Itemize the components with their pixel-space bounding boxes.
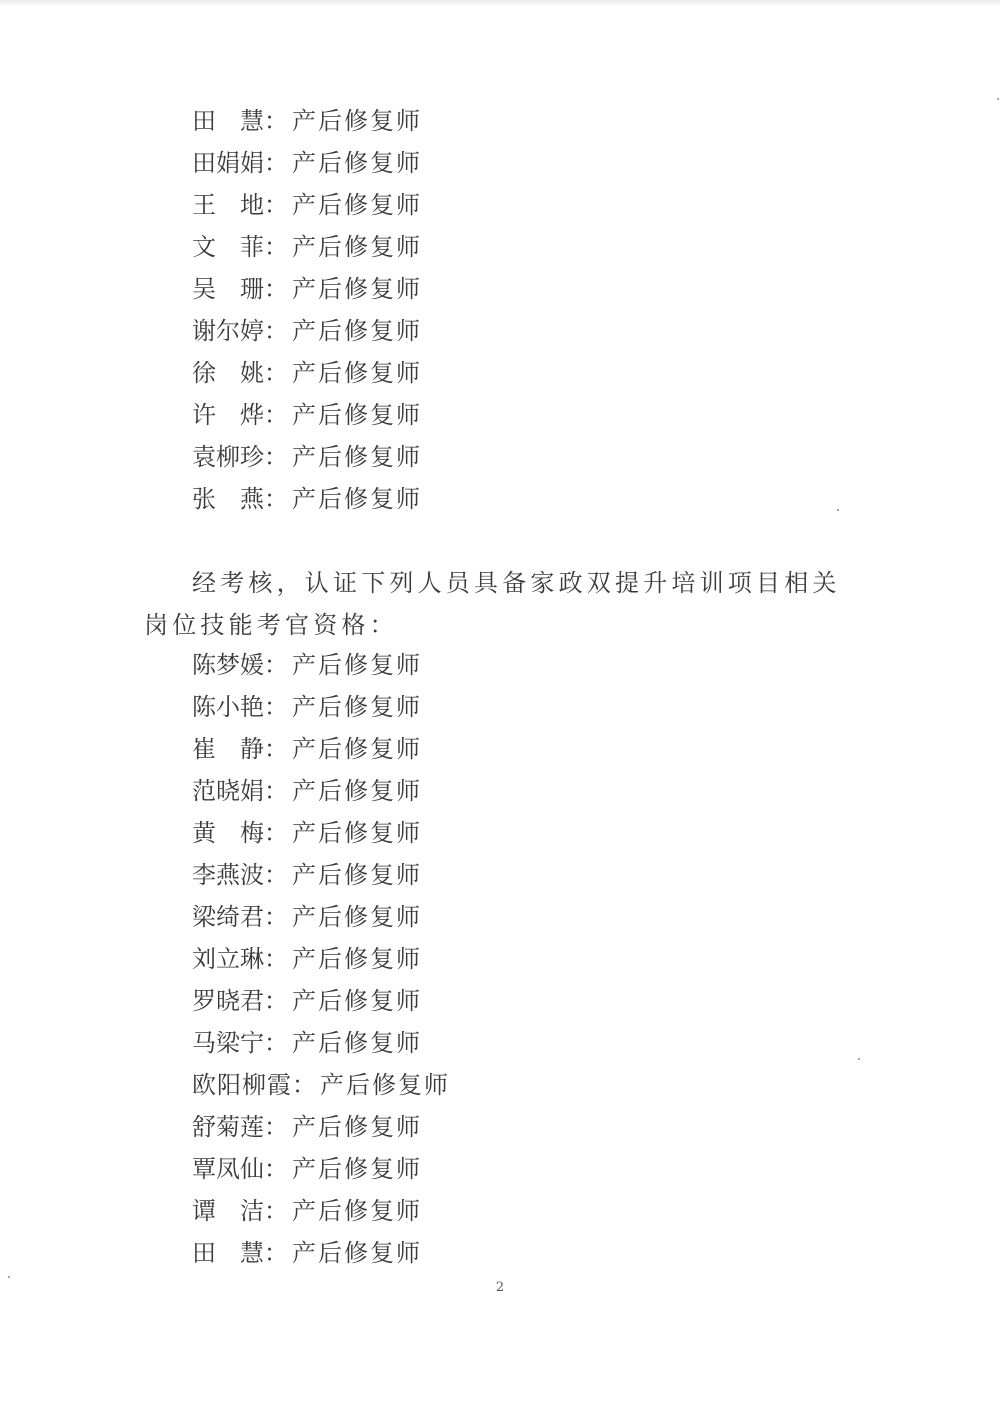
- name-character: 张: [192, 485, 216, 513]
- list-item: [192, 1232, 450, 1274]
- name-character: 黄: [192, 819, 216, 847]
- name-character: 婷: [240, 317, 264, 345]
- job-role: 产后修复师: [292, 861, 422, 889]
- name-separator: ：: [264, 987, 288, 1015]
- person-name: [192, 1148, 264, 1190]
- list-item: [192, 268, 422, 310]
- list-item: [192, 394, 422, 436]
- job-role: 产后修复师: [292, 987, 422, 1015]
- person-name: [192, 436, 264, 478]
- name-character: 王: [192, 191, 216, 219]
- job-role: 产后修复师: [292, 233, 422, 261]
- name-character: 晓: [216, 777, 240, 805]
- person-name: [192, 812, 264, 854]
- name-character: 波: [240, 861, 264, 889]
- scan-speck: [837, 509, 839, 511]
- person-name: [192, 268, 264, 310]
- name-separator: ：: [264, 485, 288, 513]
- person-name: [192, 896, 264, 938]
- name-separator: ：: [264, 903, 288, 931]
- scan-speck: [8, 1276, 10, 1278]
- name-character: 烨: [240, 401, 264, 429]
- list-item: [192, 436, 422, 478]
- name-character: 莲: [240, 1113, 264, 1141]
- name-character: 覃: [192, 1155, 216, 1183]
- person-name: [192, 226, 264, 268]
- list-item: [192, 938, 450, 980]
- name-separator: ：: [264, 1239, 288, 1267]
- list-item: [192, 142, 422, 184]
- name-character: 吴: [192, 275, 216, 303]
- name-character: 姚: [240, 359, 264, 387]
- name-character: 袁: [192, 443, 216, 471]
- name-character: 谢: [192, 317, 216, 345]
- person-name: [192, 686, 264, 728]
- name-character: 晓: [216, 987, 240, 1015]
- person-name: [192, 1190, 264, 1232]
- name-separator: ：: [264, 317, 288, 345]
- job-role: 产后修复师: [292, 443, 422, 471]
- job-role: 产后修复师: [292, 149, 422, 177]
- name-character: 小: [216, 693, 240, 721]
- name-character: 田: [192, 1239, 216, 1267]
- scan-speck: [858, 1058, 860, 1060]
- name-separator: ：: [264, 693, 288, 721]
- name-character: 梦: [216, 651, 240, 679]
- name-character: 陈: [192, 693, 216, 721]
- list-item: [192, 226, 422, 268]
- name-character: 梁: [192, 903, 216, 931]
- name-character: 梅: [240, 819, 264, 847]
- job-role: 产后修复师: [292, 107, 422, 135]
- name-character: 慧: [240, 1239, 264, 1267]
- name-character: 陈: [192, 651, 216, 679]
- examiner-list-certified: [192, 644, 450, 1274]
- person-name: [192, 100, 264, 142]
- person-name: [192, 770, 264, 812]
- person-name: [192, 310, 264, 352]
- person-name: [192, 938, 264, 980]
- list-item: [192, 184, 422, 226]
- job-role: 产后修复师: [292, 777, 422, 805]
- job-role: 产后修复师: [292, 317, 422, 345]
- list-item: [192, 1148, 450, 1190]
- name-character: 地: [240, 191, 264, 219]
- name-separator: ：: [264, 1155, 288, 1183]
- name-separator: ：: [264, 191, 288, 219]
- job-role: 产后修复师: [292, 1113, 422, 1141]
- job-role: 产后修复师: [292, 191, 422, 219]
- list-item: [192, 854, 450, 896]
- name-separator: ：: [264, 819, 288, 847]
- name-character: 宁: [240, 1029, 264, 1057]
- name-character: 舒: [192, 1113, 216, 1141]
- list-item: [192, 100, 422, 142]
- job-role: 产后修复师: [292, 819, 422, 847]
- person-name: [192, 854, 264, 896]
- scan-edge-shadow: [0, 0, 1000, 6]
- page-number: 2: [495, 1280, 505, 1295]
- name-character: 谭: [192, 1197, 216, 1225]
- person-name: [192, 142, 264, 184]
- name-character: 刘: [192, 945, 216, 973]
- name-character: 范: [192, 777, 216, 805]
- job-role: 产后修复师: [292, 1197, 422, 1225]
- name-character: 欧阳柳霞: [192, 1071, 292, 1099]
- name-character: 崔: [192, 735, 216, 763]
- name-character: 燕: [216, 861, 240, 889]
- person-name: [192, 1064, 292, 1106]
- job-role: 产后修复师: [292, 401, 422, 429]
- job-role: 产后修复师: [292, 485, 422, 513]
- name-separator: ：: [264, 651, 288, 679]
- list-item: [192, 1190, 450, 1232]
- name-separator: ：: [264, 1197, 288, 1225]
- name-separator: ：: [264, 777, 288, 805]
- person-name: [192, 728, 264, 770]
- list-item: [192, 478, 422, 520]
- job-role: 产后修复师: [292, 945, 422, 973]
- name-character: 洁: [240, 1197, 264, 1225]
- name-character: 慧: [240, 107, 264, 135]
- name-character: 珊: [240, 275, 264, 303]
- list-item: [192, 1064, 450, 1106]
- name-character: 罗: [192, 987, 216, 1015]
- name-character: 田: [192, 149, 216, 177]
- name-separator: ：: [264, 1029, 288, 1057]
- name-character: 徐: [192, 359, 216, 387]
- name-separator: ：: [264, 735, 288, 763]
- list-item: [192, 896, 450, 938]
- name-character: 凤: [216, 1155, 240, 1183]
- list-item: [192, 310, 422, 352]
- name-character: 绮: [216, 903, 240, 931]
- name-character: 菊: [216, 1113, 240, 1141]
- name-character: 君: [240, 903, 264, 931]
- name-separator: ：: [264, 945, 288, 973]
- list-item: [192, 644, 450, 686]
- list-item: [192, 352, 422, 394]
- person-name: [192, 644, 264, 686]
- job-role: 产后修复师: [292, 693, 422, 721]
- name-character: 立: [216, 945, 240, 973]
- name-character: 马: [192, 1029, 216, 1057]
- name-separator: ：: [264, 359, 288, 387]
- list-item: [192, 728, 450, 770]
- list-item: [192, 1022, 450, 1064]
- name-character: 娟: [240, 149, 264, 177]
- name-character: 李: [192, 861, 216, 889]
- list-item: [192, 770, 450, 812]
- name-character: 君: [240, 987, 264, 1015]
- job-role: 产后修复师: [292, 735, 422, 763]
- list-item: [192, 980, 450, 1022]
- name-character: 柳: [216, 443, 240, 471]
- person-name: [192, 1106, 264, 1148]
- job-role: 产后修复师: [292, 1239, 422, 1267]
- person-name: [192, 980, 264, 1022]
- job-role: 产后修复师: [292, 903, 422, 931]
- job-role: 产后修复师: [292, 1029, 422, 1057]
- name-separator: ：: [292, 1071, 316, 1099]
- name-character: 娟: [216, 149, 240, 177]
- person-name: [192, 478, 264, 520]
- examiner-list-continued: [192, 100, 422, 520]
- name-separator: ：: [264, 401, 288, 429]
- name-character: 琳: [240, 945, 264, 973]
- name-separator: ：: [264, 233, 288, 261]
- person-name: [192, 1022, 264, 1064]
- name-separator: ：: [264, 861, 288, 889]
- job-role: 产后修复师: [292, 1155, 422, 1183]
- scan-speck: [997, 98, 999, 100]
- name-character: 梁: [216, 1029, 240, 1057]
- list-item: [192, 1106, 450, 1148]
- job-role: 产后修复师: [292, 651, 422, 679]
- list-item: [192, 686, 450, 728]
- name-character: 文: [192, 233, 216, 261]
- name-character: 珍: [240, 443, 264, 471]
- name-character: 燕: [240, 485, 264, 513]
- name-separator: ：: [264, 443, 288, 471]
- person-name: [192, 352, 264, 394]
- name-character: 仙: [240, 1155, 264, 1183]
- name-character: 尔: [216, 317, 240, 345]
- job-role: 产后修复师: [320, 1071, 450, 1099]
- name-separator: ：: [264, 107, 288, 135]
- name-character: 娟: [240, 777, 264, 805]
- list-item: [192, 812, 450, 854]
- person-name: [192, 1232, 264, 1274]
- name-separator: ：: [264, 1113, 288, 1141]
- name-separator: ：: [264, 149, 288, 177]
- person-name: [192, 394, 264, 436]
- job-role: 产后修复师: [292, 359, 422, 387]
- name-character: 艳: [240, 693, 264, 721]
- name-character: 静: [240, 735, 264, 763]
- name-character: 媛: [240, 651, 264, 679]
- person-name: [192, 184, 264, 226]
- name-character: 许: [192, 401, 216, 429]
- name-separator: ：: [264, 275, 288, 303]
- certification-paragraph: 经考核，认证下列人员具备家政双提升培训项目相关岗位技能考官资格：: [144, 569, 841, 639]
- job-role: 产后修复师: [292, 275, 422, 303]
- name-character: 田: [192, 107, 216, 135]
- name-character: 菲: [240, 233, 264, 261]
